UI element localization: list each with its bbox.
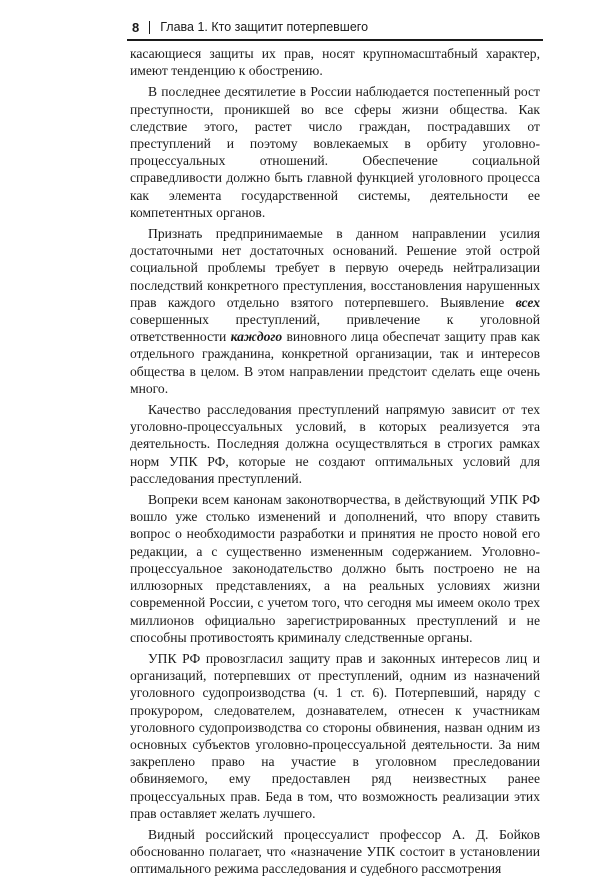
- chapter-title: Глава 1. Кто защитит потерпевшего: [160, 20, 369, 34]
- paragraph-3-part-1: Признать предпринимаемые в данном направлении усилия достаточными нет достаточных оснований. Решение этой острой социальной проблемы требует в первую очередь нейтрализации последствий конкретного преступления, восстановления нарушенных прав каждого отдельно взятого потерпевшего. Выявление: [130, 226, 540, 310]
- paragraph-4: Качество расследования преступлений напрямую зависит от тех уголовно-процессуальных условий, в которых реализуется эта деятельность. Последняя должна осуществляться в строгих рамках норм УПК РФ, которые не создают оптимальных условий для расследования преступлений.: [130, 402, 540, 486]
- paragraph-6: УПК РФ провозгласил защиту прав и законных интересов лиц и организаций, потерпевших от преступлений, одним из назначений уголовного судопроизводства (ч. 1 ст. 6). Потерпевший, наряду с прокурором, следователем, дознавателем, отнесен к участникам уголовного судопроизводства со стороны обвинения, назван одним из основных субъектов уголовно-процессуальной деятельности. За ним закреплено право на участие в уголовном преследовании обвиняемого, ему предоставлен ряд неизвестных ранее процессуальных прав. Беда в том, что возможность реализации этих прав оставляет желать лучшего.: [130, 650, 540, 821]
- paragraph-5: Вопреки всем канонам законотворчества, в действующий УПК РФ вошло уже столько изменений и дополнений, что впору ставить вопрос о необходимости разработки и принятия не просто новой его редакции, а с существенно измененным содержанием. Уголовно-процессуальное законодательство должно быть построено не на иллюзорных представлениях, а на реальных условиях жизни современной России, с учетом того, что сегодня мы имеем около трех миллионов официально зарегистрированных преступлений и не способны противостоять криминалу следственные органы.: [130, 492, 540, 645]
- emphasis-kazhdogo: каждого: [230, 329, 283, 345]
- paragraph-7: Видный российский процессуалист профессор А. Д. Бойков обоснованно полагает, что «назначение УПК состоит в установлении оптимального режима расследования и судебного рассмотрения: [130, 826, 540, 877]
- paragraph-3: [130, 225, 540, 397]
- header-rule: [127, 39, 543, 41]
- page-number: 8: [132, 19, 140, 35]
- header-separator: [149, 21, 150, 34]
- paragraph-3-part-2: совершенных преступлений, привлечение к уголовной ответственности: [130, 312, 540, 345]
- paragraph-3-part-3: виновного лица обеспечат защиту прав как отдельного гражданина, конкретной организации, так и интересов общества в целом. В этом направлении предстоит сделать еще очень много.: [130, 329, 541, 396]
- paragraph-2: В последнее десятилетие в России наблюдается постепенный рост преступности, проникшей во все сферы жизни общества. Как следствие этого, растет число граждан, пострадавших от преступлений и поэтому вовлекаемых в орбиту уголовно-процессуальных отношений. Обеспечение социальной справедливости должно быть главной функцией уголовного процесса как элемента государственной системы, деятельности ее компетентных органов.: [130, 84, 540, 220]
- emphasis-vsekh: всех: [515, 294, 540, 310]
- body-text: [130, 45, 540, 878]
- running-header: [132, 18, 532, 36]
- paragraph-1: касающиеся защиты их прав, носят крупномасштабный характер, имеют тенденцию к обострению.: [130, 46, 540, 79]
